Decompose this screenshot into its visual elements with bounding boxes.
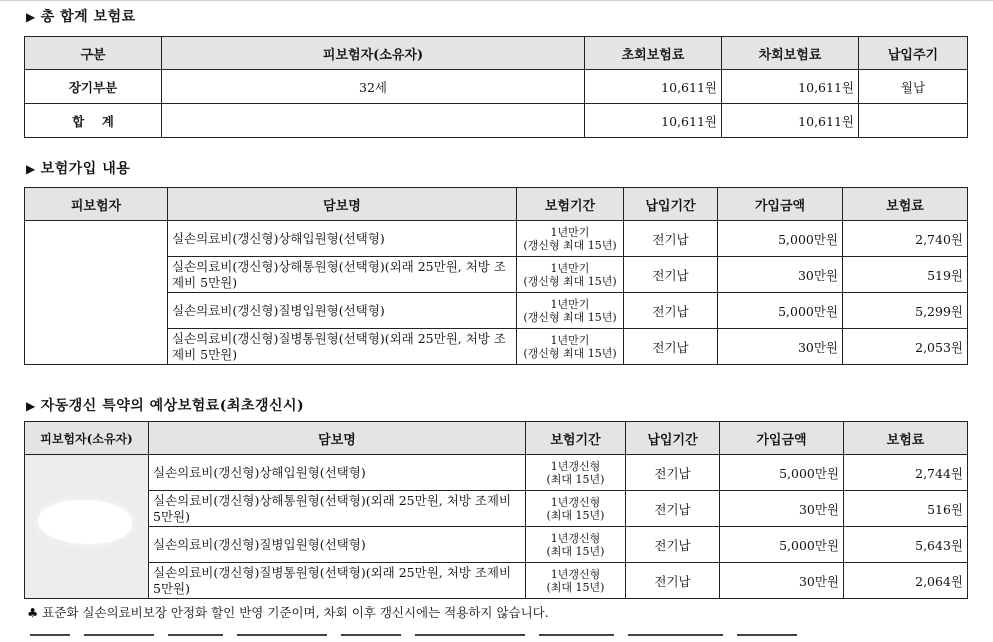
total-premium-heading [26,6,136,26]
payment-period: 전기납 [626,491,720,527]
insurance-period [517,221,624,257]
coverage-name: 실손의료비(갱신형)질병통원형(선택형)(외래 25만원, 처방 조제비 5만원) [168,329,517,365]
coverage-name: 실손의료비(갱신형)상해통원형(선택형)(외래 25만원, 처방 조제비 5만원) [168,257,517,293]
premium: 519원 [843,257,968,293]
row-label: 합 계 [25,104,162,138]
premium: 2,740원 [843,221,968,257]
payment-period: 전기납 [626,527,720,563]
total-premium-table [24,36,968,138]
next-premium: 10,611원 [722,104,859,138]
period-line-1: 1년갱신형 [550,531,601,545]
insurance-period [517,257,624,293]
col-header-insured: 피보험자(소유자) [162,37,585,70]
period-line-2: (최대 15년) [546,580,605,594]
premium: 2,053원 [843,329,968,365]
col-header-amount: 가입금액 [720,422,844,455]
cut-off-text-line [30,634,880,642]
payment-period: 전기납 [626,563,720,599]
payment-period: 전기납 [624,329,718,365]
section-arrow-icon: ▶ [26,399,36,413]
table-row [25,455,968,491]
renewal-table [24,421,968,599]
coverage-name: 실손의료비(갱신형)질병입원형(선택형) [168,293,517,329]
period-line-2: (갱신형 최대 15년) [523,274,617,288]
insurance-period [526,527,626,563]
col-header-payment-period: 납입기간 [624,188,718,221]
total-heading-text: 총 합계 보험료 [40,9,136,25]
period-line-2: (최대 15년) [546,508,605,522]
coverage-table [24,187,968,365]
col-header-payment-period: 납입기간 [626,422,720,455]
period-line-2: (갱신형 최대 15년) [523,346,617,360]
coverage-amount: 5,000만원 [720,455,844,491]
table-row [25,527,968,563]
coverage-name: 실손의료비(갱신형)질병통원형(선택형)(외래 25만원, 처방 조제비 5만원) [149,563,526,599]
insurance-period [526,455,626,491]
col-header-premium: 보험료 [844,422,968,455]
col-header-category: 구분 [25,37,162,70]
coverage-amount: 5,000만원 [718,293,843,329]
col-header-insured: 피보험자(소유자) [25,422,149,455]
table-row [25,563,968,599]
period-line-2: (갱신형 최대 15년) [523,310,617,324]
premium: 5,643원 [844,527,968,563]
period-line-2: (최대 15년) [546,472,605,486]
payment-period: 전기납 [626,455,720,491]
col-header-next-premium: 차회보험료 [722,37,859,70]
col-header-coverage-name: 담보명 [168,188,517,221]
col-header-coverage-name: 담보명 [149,422,526,455]
premium: 2,064원 [844,563,968,599]
coverage-amount: 30만원 [720,563,844,599]
premium: 2,744원 [844,455,968,491]
renewal-heading-text: 자동갱신 특약의 예상보험료(최초갱신시) [40,398,305,414]
col-header-payment-cycle: 납입주기 [859,37,968,70]
table-row-total [25,104,968,138]
table-header-row [25,37,968,70]
coverage-heading [26,158,130,178]
col-header-premium: 보험료 [843,188,968,221]
renewal-heading [26,395,304,415]
premium: 516원 [844,491,968,527]
period-line-1: 1년만기 [550,225,590,239]
coverage-heading-text: 보험가입 내용 [40,161,131,177]
table-row [25,221,968,257]
payment-period: 전기납 [624,221,718,257]
table-row [25,491,968,527]
first-premium: 10,611원 [585,70,722,104]
coverage-amount: 5,000만원 [720,527,844,563]
col-header-insured: 피보험자 [25,188,168,221]
col-header-first-premium: 초회보험료 [585,37,722,70]
page-top-border [0,0,993,1]
first-premium: 10,611원 [585,104,722,138]
period-line-2: (최대 15년) [546,544,605,558]
payment-cycle [859,104,968,138]
insured-cell [25,221,168,365]
period-line-1: 1년만기 [550,261,590,275]
premium: 5,299원 [843,293,968,329]
insurance-period [517,293,624,329]
col-header-amount: 가입금액 [718,188,843,221]
payment-cycle: 월납 [859,70,968,104]
insurance-period [526,563,626,599]
insured-age [162,104,585,138]
next-premium: 10,611원 [722,70,859,104]
insured-age: 32세 [162,70,585,104]
section-arrow-icon: ▶ [26,162,36,176]
coverage-amount: 5,000만원 [718,221,843,257]
section-arrow-icon: ▶ [26,10,36,24]
footnote: ♣ 표준화 실손의료비보장 안정화 할인 반영 기준이며, 차회 이후 갱신시에는 적용하지 않습니다. [27,605,549,620]
insurance-period [517,329,624,365]
coverage-name: 실손의료비(갱신형)상해입원형(선택형) [168,221,517,257]
coverage-name: 실손의료비(갱신형)상해입원형(선택형) [149,455,526,491]
row-label: 장기부분 [25,70,162,104]
table-header-row [25,188,968,221]
period-line-1: 1년갱신형 [550,459,601,473]
payment-period: 전기납 [624,293,718,329]
period-line-1: 1년갱신형 [550,567,601,581]
period-line-2: (갱신형 최대 15년) [523,238,617,252]
coverage-name: 실손의료비(갱신형)상해통원형(선택형)(외래 25만원, 처방 조제비 5만원) [149,491,526,527]
payment-period: 전기납 [624,257,718,293]
table-header-row [25,422,968,455]
period-line-1: 1년만기 [550,297,590,311]
coverage-amount: 30만원 [718,329,843,365]
col-header-insurance-period: 보험기간 [517,188,624,221]
coverage-amount: 30만원 [718,257,843,293]
period-line-1: 1년만기 [550,333,590,347]
insurance-period [526,491,626,527]
col-header-insurance-period: 보험기간 [526,422,626,455]
coverage-amount: 30만원 [720,491,844,527]
coverage-name: 실손의료비(갱신형)질병입원형(선택형) [149,527,526,563]
table-row [25,70,968,104]
period-line-1: 1년갱신형 [550,495,601,509]
